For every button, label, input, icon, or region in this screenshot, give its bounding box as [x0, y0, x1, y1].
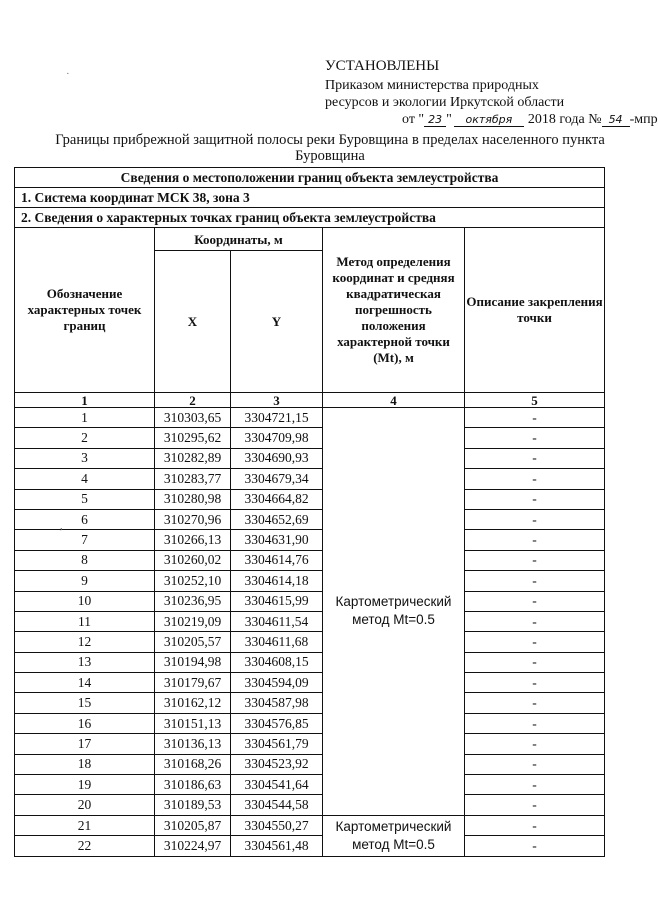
table-row — [15, 632, 605, 652]
table-row — [15, 693, 605, 713]
x-coordinate-cell: 310189,53 — [155, 795, 231, 815]
point-number-cell: 9 — [15, 571, 155, 591]
x-coordinate-cell: 310151,13 — [155, 713, 231, 733]
table-section-header: Сведения о местоположении границ объекта землеустройства — [15, 168, 605, 188]
y-coordinate-cell: 3304709,98 — [231, 428, 323, 448]
point-number-cell: 19 — [15, 775, 155, 795]
column-number: 3 — [231, 393, 323, 408]
x-coordinate-cell: 310162,12 — [155, 693, 231, 713]
method-cell: Картометрический метод Mt=0.5 — [323, 815, 465, 856]
table-row — [15, 836, 605, 856]
header-coordinates: Координаты, м — [155, 228, 323, 251]
table-row — [15, 428, 605, 448]
description-cell: - — [465, 673, 605, 693]
description-cell: - — [465, 815, 605, 835]
x-coordinate-cell: 310282,89 — [155, 448, 231, 468]
description-cell: - — [465, 652, 605, 672]
x-coordinate-cell: 310236,95 — [155, 591, 231, 611]
x-coordinate-cell: 310179,67 — [155, 673, 231, 693]
description-cell: - — [465, 632, 605, 652]
y-coordinate-cell: 3304561,79 — [231, 734, 323, 754]
point-number-cell: 7 — [15, 530, 155, 550]
column-number: 5 — [465, 393, 605, 408]
point-number-cell: 5 — [15, 489, 155, 509]
table-row — [15, 571, 605, 591]
x-coordinate-cell: 310194,98 — [155, 652, 231, 672]
table-row — [15, 469, 605, 489]
description-cell: - — [465, 693, 605, 713]
y-coordinate-cell: 3304550,27 — [231, 815, 323, 835]
header-y: Y — [231, 251, 323, 393]
column-number: 4 — [323, 393, 465, 408]
x-coordinate-cell: 310205,57 — [155, 632, 231, 652]
description-cell: - — [465, 428, 605, 448]
description-cell: - — [465, 795, 605, 815]
column-number: 1 — [15, 393, 155, 408]
description-cell: - — [465, 408, 605, 428]
table-row — [15, 489, 605, 509]
order-from-label: от " — [402, 112, 425, 127]
point-number-cell: 13 — [15, 652, 155, 672]
table-row — [15, 754, 605, 774]
description-cell: - — [465, 509, 605, 529]
x-coordinate-cell: 310186,63 — [155, 775, 231, 795]
y-coordinate-cell: 3304614,18 — [231, 571, 323, 591]
scan-mark: · — [66, 68, 70, 80]
description-cell: - — [465, 611, 605, 631]
description-cell: - — [465, 754, 605, 774]
y-coordinate-cell: 3304587,98 — [231, 693, 323, 713]
y-coordinate-cell: 3304523,92 — [231, 754, 323, 774]
order-suffix: -мпр — [629, 112, 658, 127]
header-description: Описание закрепления точки — [465, 228, 605, 393]
column-number: 2 — [155, 393, 231, 408]
table-row — [15, 795, 605, 815]
approval-order-line — [402, 111, 658, 128]
header-method: Метод определения координат и средняя квадратическая погрешность положения характерной точки (Mt), м — [323, 228, 465, 393]
y-coordinate-cell: 3304615,99 — [231, 591, 323, 611]
document-title: Границы прибрежной защитной полосы реки Буровщина в пределах населенного пункта Буровщина — [55, 132, 605, 164]
column-number-row — [15, 393, 605, 408]
coordinate-system-row: 1. Система координат МСК 38, зона 3 — [15, 188, 605, 208]
description-cell: - — [465, 489, 605, 509]
x-coordinate-cell: 310168,26 — [155, 754, 231, 774]
description-cell: - — [465, 775, 605, 795]
y-coordinate-cell: 3304544,58 — [231, 795, 323, 815]
approval-stamp — [325, 58, 658, 128]
table-row — [15, 652, 605, 672]
point-number-cell: 17 — [15, 734, 155, 754]
point-number-cell: 4 — [15, 469, 155, 489]
y-coordinate-cell: 3304690,93 — [231, 448, 323, 468]
table-row — [15, 775, 605, 795]
order-month: октября — [454, 113, 524, 127]
y-coordinate-cell: 3304611,68 — [231, 632, 323, 652]
y-coordinate-cell: 3304679,34 — [231, 469, 323, 489]
header-point-designation: Обозначение характерных точек границ — [15, 228, 155, 393]
table-row — [15, 713, 605, 733]
point-number-cell: 18 — [15, 754, 155, 774]
table-row — [15, 550, 605, 570]
point-number-cell: 6 — [15, 509, 155, 529]
x-coordinate-cell: 310283,77 — [155, 469, 231, 489]
x-coordinate-cell: 310266,13 — [155, 530, 231, 550]
point-number-cell: 2 — [15, 428, 155, 448]
description-cell: - — [465, 734, 605, 754]
x-coordinate-cell: 310252,10 — [155, 571, 231, 591]
point-number-cell: 11 — [15, 611, 155, 631]
table-row — [15, 530, 605, 550]
table-row — [15, 734, 605, 754]
x-coordinate-cell: 310219,09 — [155, 611, 231, 631]
table-row — [15, 509, 605, 529]
order-number: 54 — [602, 113, 630, 127]
y-coordinate-cell: 3304594,09 — [231, 673, 323, 693]
header-x: X — [155, 251, 231, 393]
x-coordinate-cell: 310136,13 — [155, 734, 231, 754]
x-coordinate-cell: 310260,02 — [155, 550, 231, 570]
boundary-table — [14, 167, 605, 857]
point-number-cell: 12 — [15, 632, 155, 652]
y-coordinate-cell: 3304541,64 — [231, 775, 323, 795]
y-coordinate-cell: 3304561,48 — [231, 836, 323, 856]
table-row — [15, 408, 605, 428]
x-coordinate-cell: 310270,96 — [155, 509, 231, 529]
point-number-cell: 20 — [15, 795, 155, 815]
order-quote-close: " — [446, 112, 452, 127]
order-year-label: 2018 года № — [527, 112, 602, 127]
approval-heading: УСТАНОВЛЕНЫ — [325, 58, 440, 74]
description-cell: - — [465, 448, 605, 468]
point-number-cell: 3 — [15, 448, 155, 468]
x-coordinate-cell: 310280,98 — [155, 489, 231, 509]
point-number-cell: 14 — [15, 673, 155, 693]
description-cell: - — [465, 550, 605, 570]
description-cell: - — [465, 713, 605, 733]
points-info-row: 2. Сведения о характерных точках границ объекта землеустройства — [15, 208, 605, 228]
y-coordinate-cell: 3304576,85 — [231, 713, 323, 733]
y-coordinate-cell: 3304721,15 — [231, 408, 323, 428]
method-cell: Картометрический метод Mt=0.5 — [323, 408, 465, 816]
y-coordinate-cell: 3304631,90 — [231, 530, 323, 550]
point-number-cell: 10 — [15, 591, 155, 611]
point-number-cell: 16 — [15, 713, 155, 733]
point-number-cell: 15 — [15, 693, 155, 713]
y-coordinate-cell: 3304611,54 — [231, 611, 323, 631]
description-cell: - — [465, 469, 605, 489]
point-number-cell: 21 — [15, 815, 155, 835]
y-coordinate-cell: 3304608,15 — [231, 652, 323, 672]
approval-line-1: Приказом министерства природных — [325, 78, 539, 93]
table-row — [15, 815, 605, 835]
description-cell: - — [465, 836, 605, 856]
table-row — [15, 448, 605, 468]
order-day: 23 — [424, 113, 446, 127]
table-row — [15, 591, 605, 611]
table-row — [15, 611, 605, 631]
point-number-cell: 22 — [15, 836, 155, 856]
y-coordinate-cell: 3304652,69 — [231, 509, 323, 529]
x-coordinate-cell: 310224,97 — [155, 836, 231, 856]
point-number-cell: 8 — [15, 550, 155, 570]
y-coordinate-cell: 3304664,82 — [231, 489, 323, 509]
point-number-cell: 1 — [15, 408, 155, 428]
x-coordinate-cell: 310205,87 — [155, 815, 231, 835]
approval-line-2: ресурсов и экологии Иркутской области — [325, 95, 565, 110]
y-coordinate-cell: 3304614,76 — [231, 550, 323, 570]
description-cell: - — [465, 591, 605, 611]
description-cell: - — [465, 571, 605, 591]
x-coordinate-cell: 310303,65 — [155, 408, 231, 428]
x-coordinate-cell: 310295,62 — [155, 428, 231, 448]
table-row — [15, 673, 605, 693]
description-cell: - — [465, 530, 605, 550]
scan-mark: , — [60, 520, 63, 532]
